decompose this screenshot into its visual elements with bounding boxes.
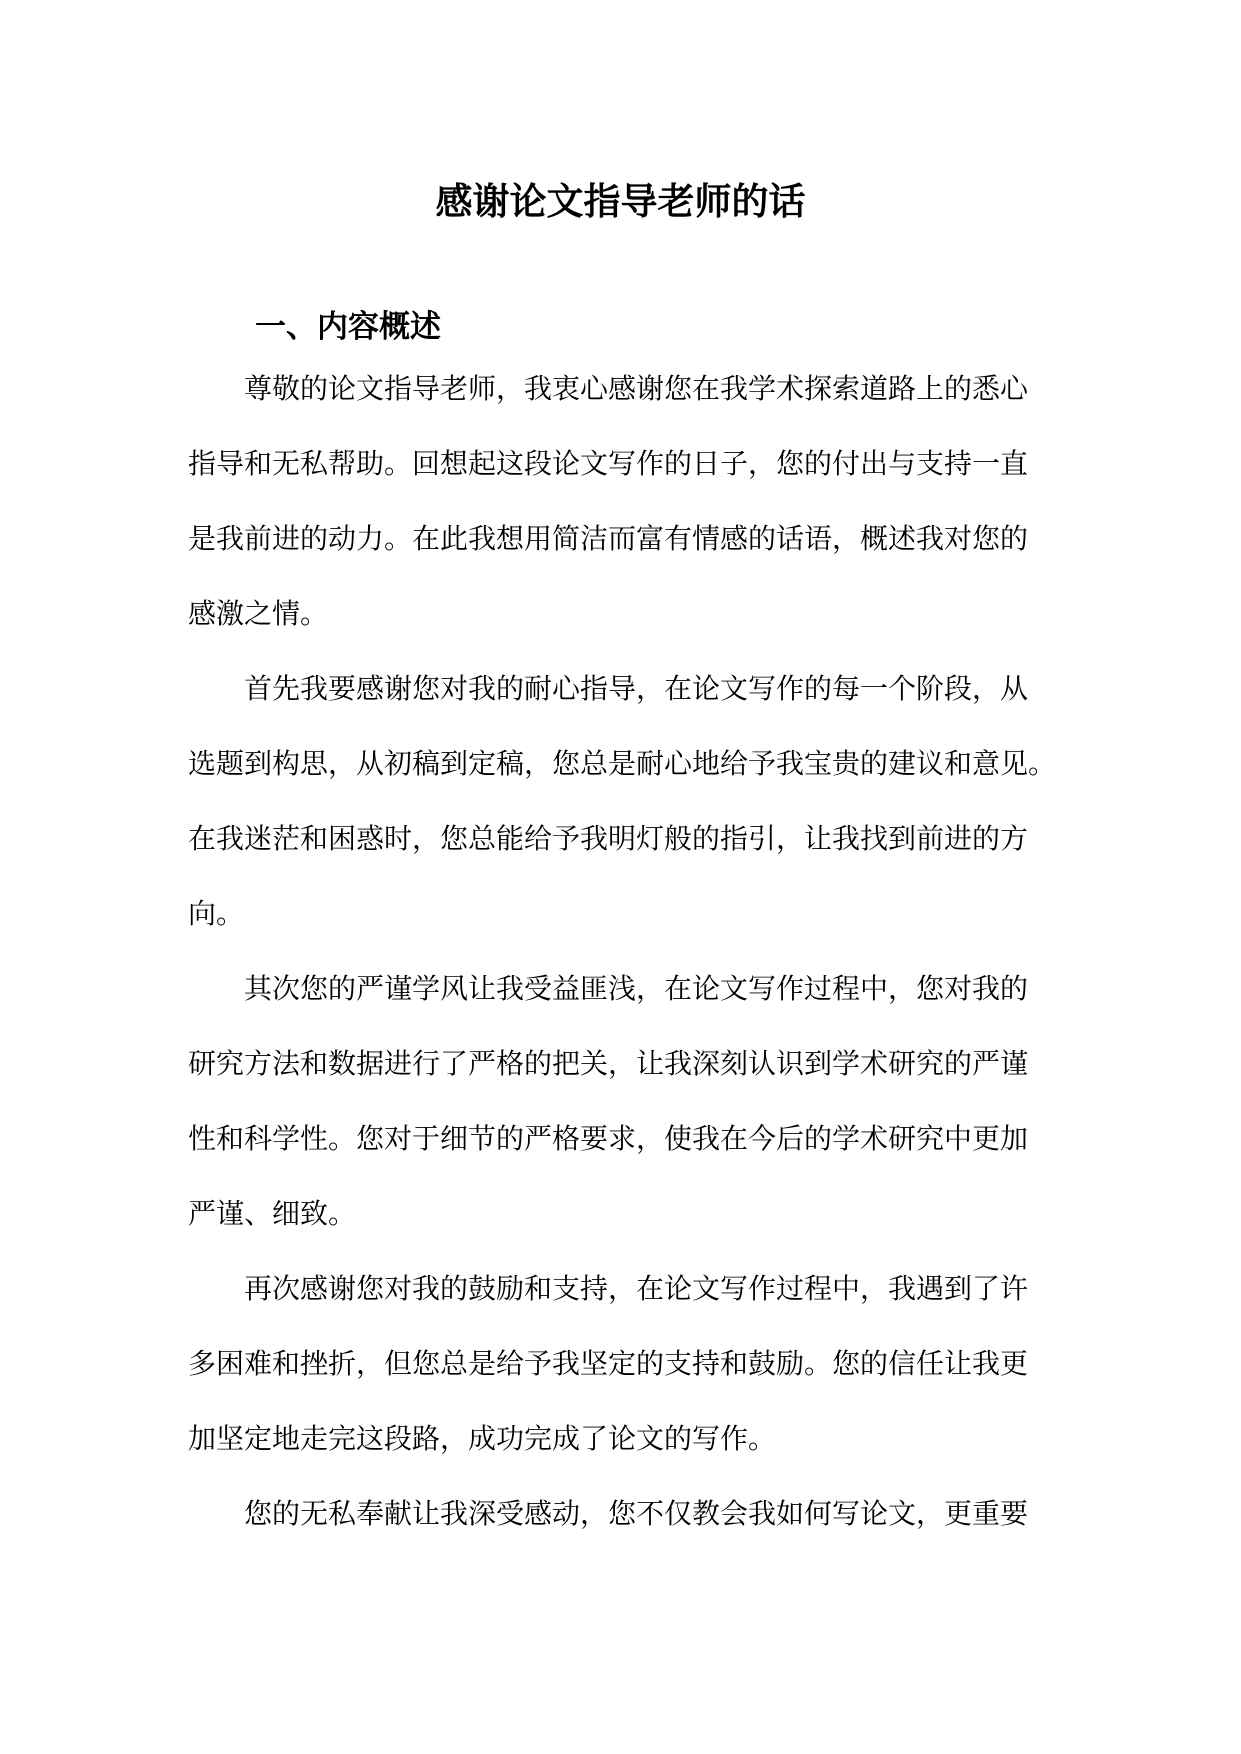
body-text	[188, 365, 1058, 1565]
paragraph-line: 向。	[188, 897, 245, 930]
paragraph-line: 选题到构思，从初稿到定稿，您总是耐心地给予我宝贵的建议和意见。	[188, 747, 1057, 780]
paragraph-line: 加坚定地走完这段路，成功完成了论文的写作。	[188, 1422, 777, 1455]
paragraph-line: 严谨、细致。	[188, 1197, 357, 1230]
paragraph-line: 是我前进的动力。在此我想用简洁而富有情感的话语，概述我对您的	[188, 522, 1029, 555]
paragraph-line: 多困难和挫折，但您总是给予我坚定的支持和鼓励。您的信任让我更	[188, 1347, 1029, 1380]
paragraph-line: 其次您的严谨学风让我受益匪浅，在论文写作过程中，您对我的	[244, 972, 1029, 1005]
paragraph-line: 再次感谢您对我的鼓励和支持，在论文写作过程中，我遇到了许	[244, 1272, 1029, 1305]
section-heading: 一、内容概述	[255, 308, 441, 345]
paragraph-line: 在我迷茫和困惑时，您总能给予我明灯般的指引，让我找到前进的方	[188, 822, 1029, 855]
paragraph-line: 感激之情。	[188, 597, 329, 630]
paragraph-line: 性和科学性。您对于细节的严格要求，使我在今后的学术研究中更加	[188, 1122, 1029, 1155]
paragraph-line: 尊敬的论文指导老师，我衷心感谢您在我学术探索道路上的悉心	[244, 372, 1029, 405]
paragraph-line: 研究方法和数据进行了严格的把关，让我深刻认识到学术研究的严谨	[188, 1047, 1029, 1080]
document-title: 感谢论文指导老师的话	[435, 178, 806, 223]
paragraph-line: 首先我要感谢您对我的耐心指导，在论文写作的每一个阶段，从	[244, 672, 1029, 705]
paragraph-line: 您的无私奉献让我深受感动，您不仅教会我如何写论文，更重要	[244, 1497, 1029, 1530]
paragraph-line: 指导和无私帮助。回想起这段论文写作的日子，您的付出与支持一直	[188, 447, 1029, 480]
